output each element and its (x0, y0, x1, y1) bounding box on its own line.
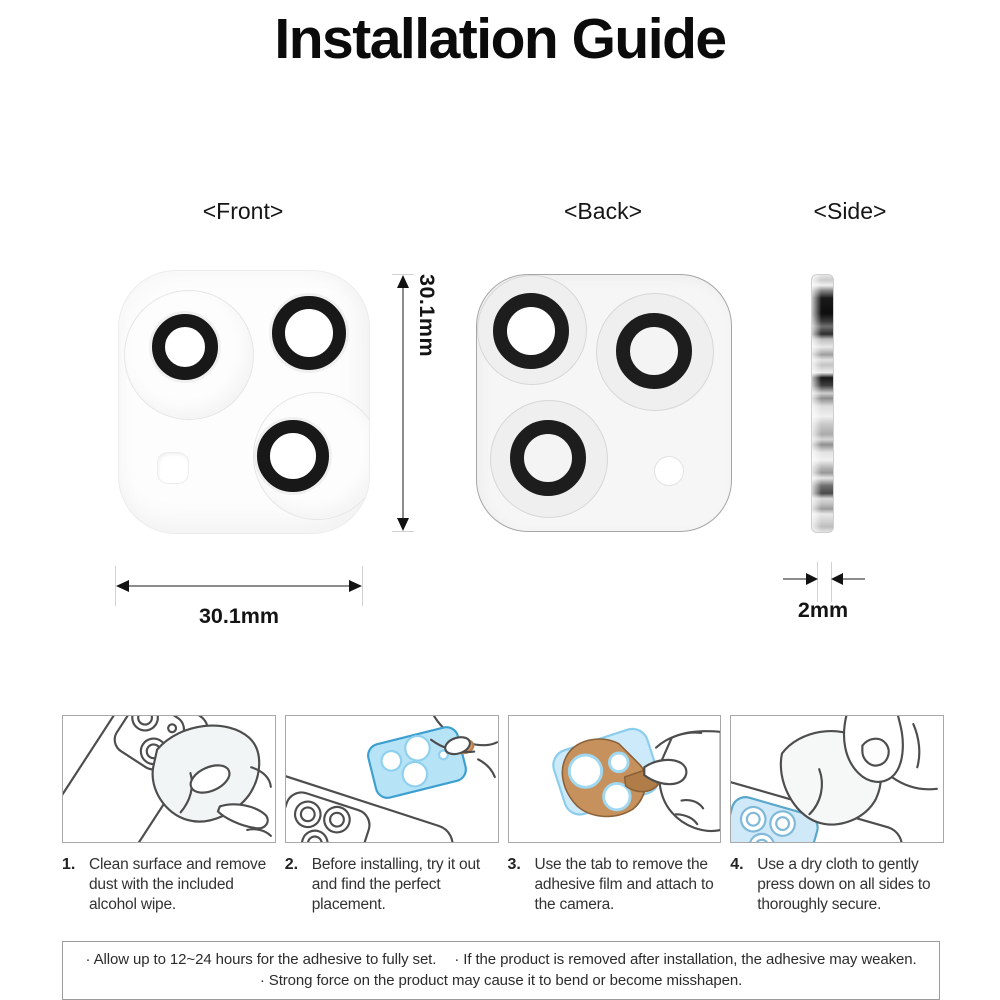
step-number: 2. (284, 856, 299, 873)
arrow-right-icon (349, 580, 362, 592)
note-item: · Strong force on the product may cause it to bend or become misshapen. (259, 972, 743, 989)
step-1 (62, 715, 276, 915)
step-number: 1. (62, 856, 76, 873)
page-title: Installation Guide (274, 7, 726, 71)
note-item: · If the product is removed after installation, the adhesive may weaken. (454, 951, 917, 968)
dimension-tick (362, 566, 363, 606)
protector-front-view (118, 270, 370, 534)
step-3-caption (508, 855, 722, 915)
arrow-left-icon (831, 573, 843, 585)
step-2-caption (285, 855, 499, 915)
lens-ring (152, 314, 218, 380)
arrow-right-icon (806, 573, 818, 585)
dimension-line (841, 578, 865, 580)
note-line-2 (73, 970, 929, 991)
lens-ring (257, 420, 329, 492)
step-3-figure (508, 715, 722, 843)
height-dimension (392, 274, 452, 532)
protector-back-view (476, 274, 732, 532)
dimension-line (783, 578, 807, 580)
dimension-line (118, 585, 360, 587)
step-text: Clean surface and remove dust with the included alcohol wipe. (89, 856, 266, 913)
dimension-line (402, 278, 404, 528)
flash-cutout (158, 453, 188, 483)
height-dimension-label: 30.1mm (415, 274, 439, 358)
step-1-caption (62, 855, 276, 915)
adhesive-film-peel-illustration (509, 716, 721, 842)
installation-steps (62, 715, 944, 915)
lens-ring (510, 420, 586, 496)
side-view-label: <Side> (813, 198, 887, 224)
dimension-tick (392, 531, 414, 532)
thickness-dimension (777, 562, 869, 632)
width-dimension-label: 30.1mm (198, 604, 280, 628)
protector-side-view (811, 274, 834, 533)
step-2 (285, 715, 499, 915)
step-number: 4. (730, 856, 744, 873)
arrow-down-icon (397, 518, 409, 531)
arrow-left-icon (116, 580, 129, 592)
step-text: Use a dry cloth to gently press down on all sides to thoroughly secure. (757, 856, 931, 913)
thickness-dimension-label: 2mm (797, 598, 849, 622)
step-text: Before installing, try it out and find the perfect placement. (311, 856, 480, 913)
step-4 (730, 715, 944, 915)
note-line-1 (73, 949, 929, 970)
lens-ring (616, 313, 692, 389)
note-item: · Allow up to 12~24 hours for the adhesive to fully set. (85, 951, 437, 968)
lens-ring (493, 293, 569, 369)
step-4-figure (730, 715, 944, 843)
step-number: 3. (507, 856, 521, 873)
back-view-label: <Back> (564, 198, 642, 224)
protector-placement-illustration (286, 716, 498, 842)
lens-ring (272, 296, 346, 370)
step-text: Use the tab to remove the adhesive film and attach to the camera. (534, 856, 714, 913)
phone-wipe-illustration (63, 716, 275, 842)
front-view-label: <Front> (202, 198, 284, 224)
step-2-figure (285, 715, 499, 843)
arrow-up-icon (397, 275, 409, 288)
step-4-caption (730, 855, 944, 915)
flash-cutout (655, 457, 683, 485)
notes-box (62, 941, 940, 1000)
width-dimension (112, 566, 366, 632)
press-down-illustration (731, 716, 943, 842)
step-3 (508, 715, 722, 915)
step-1-figure (62, 715, 276, 843)
